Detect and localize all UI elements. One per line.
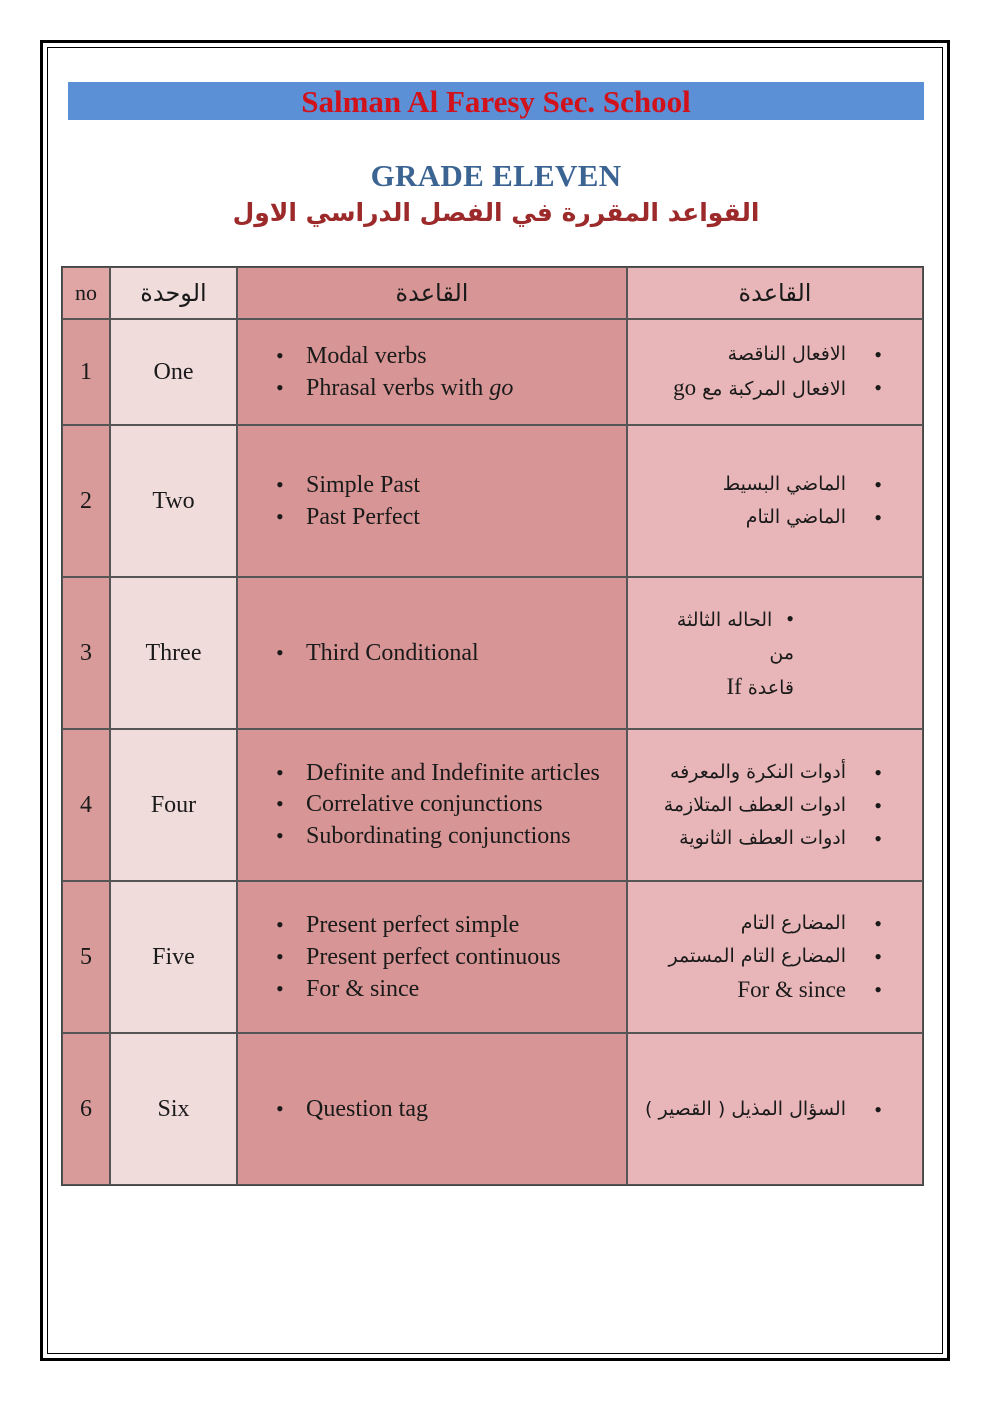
list-item: • المضارع التام xyxy=(636,907,882,940)
list-item: •الحاله الثالثة من قاعدة If xyxy=(676,605,794,699)
row-number: 2 xyxy=(62,425,110,577)
grade-title: GRADE ELEVEN xyxy=(370,158,622,193)
arabic-rules-cell xyxy=(627,729,923,881)
row-number: 6 xyxy=(62,1033,110,1185)
unit-name: Four xyxy=(110,729,237,881)
table-row xyxy=(62,729,923,881)
list-item: • Subordinating conjunctions xyxy=(276,820,608,852)
table-row xyxy=(62,319,923,425)
list-item: • Correlative conjunctions xyxy=(276,788,608,820)
row-number: 1 xyxy=(62,319,110,425)
unit-name: Six xyxy=(110,1033,237,1185)
english-rules-cell xyxy=(237,1033,627,1185)
list-item: • Present perfect continuous xyxy=(276,941,626,973)
grammar-rules-table xyxy=(61,266,924,1186)
list-item: • Phrasal verbs with go xyxy=(276,372,626,404)
list-item: • Modal verbs xyxy=(276,340,626,372)
table-row xyxy=(62,425,923,577)
arabic-rules-cell xyxy=(627,881,923,1033)
header-rule-english: القاعدة xyxy=(237,267,627,319)
unit-name: Two xyxy=(110,425,237,577)
arabic-rules-cell xyxy=(627,319,923,425)
list-item: • ادوات العطف الثانوية xyxy=(636,822,882,855)
table-row xyxy=(62,577,923,729)
arabic-rules-cell xyxy=(627,577,923,729)
list-item: • Definite and Indefinite articles xyxy=(276,758,608,788)
arabic-title: القواعد المقررة في الفصل الدراسي الاول xyxy=(232,198,760,227)
list-item: • Simple Past xyxy=(276,469,626,501)
list-item: • الماضي التام xyxy=(636,501,882,534)
arabic-rules-cell xyxy=(627,425,923,577)
list-item: • ادوات العطف المتلازمة xyxy=(636,789,882,822)
list-item: • Present perfect simple xyxy=(276,909,626,941)
table-header-row xyxy=(62,267,923,319)
list-item: • Third Conditional xyxy=(276,637,626,669)
header-no: no xyxy=(62,267,110,319)
unit-name: One xyxy=(110,319,237,425)
table-row xyxy=(62,1033,923,1185)
list-item: • الافعال المركبة مع go xyxy=(636,371,882,406)
english-rules-cell xyxy=(237,881,627,1033)
row-number: 5 xyxy=(62,881,110,1033)
unit-name: Three xyxy=(110,577,237,729)
english-rules-cell xyxy=(237,577,627,729)
row-number: 4 xyxy=(62,729,110,881)
row-number: 3 xyxy=(62,577,110,729)
list-item: • السؤال المذيل ( القصير ) xyxy=(636,1093,882,1126)
unit-name: Five xyxy=(110,881,237,1033)
table-row xyxy=(62,881,923,1033)
list-item: • الافعال الناقصة xyxy=(636,338,882,371)
english-rules-cell xyxy=(237,319,627,425)
header-unit: الوحدة xyxy=(110,267,237,319)
school-name: Salman Al Faresy Sec. School xyxy=(301,83,691,119)
english-rules-cell xyxy=(237,729,627,881)
list-item: • Question tag xyxy=(276,1093,626,1125)
school-banner xyxy=(68,82,924,120)
header-rule-arabic: القاعدة xyxy=(627,267,923,319)
list-item: • الماضي البسيط xyxy=(636,468,882,501)
list-item: • المضارع التام المستمر xyxy=(636,940,882,973)
list-item: • For & since xyxy=(636,973,882,1008)
arabic-rules-cell xyxy=(627,1033,923,1185)
list-item: • أدوات النكرة والمعرفه xyxy=(636,756,882,789)
english-rules-cell xyxy=(237,425,627,577)
list-item: • Past Perfect xyxy=(276,501,626,533)
list-item: • For & since xyxy=(276,973,626,1005)
